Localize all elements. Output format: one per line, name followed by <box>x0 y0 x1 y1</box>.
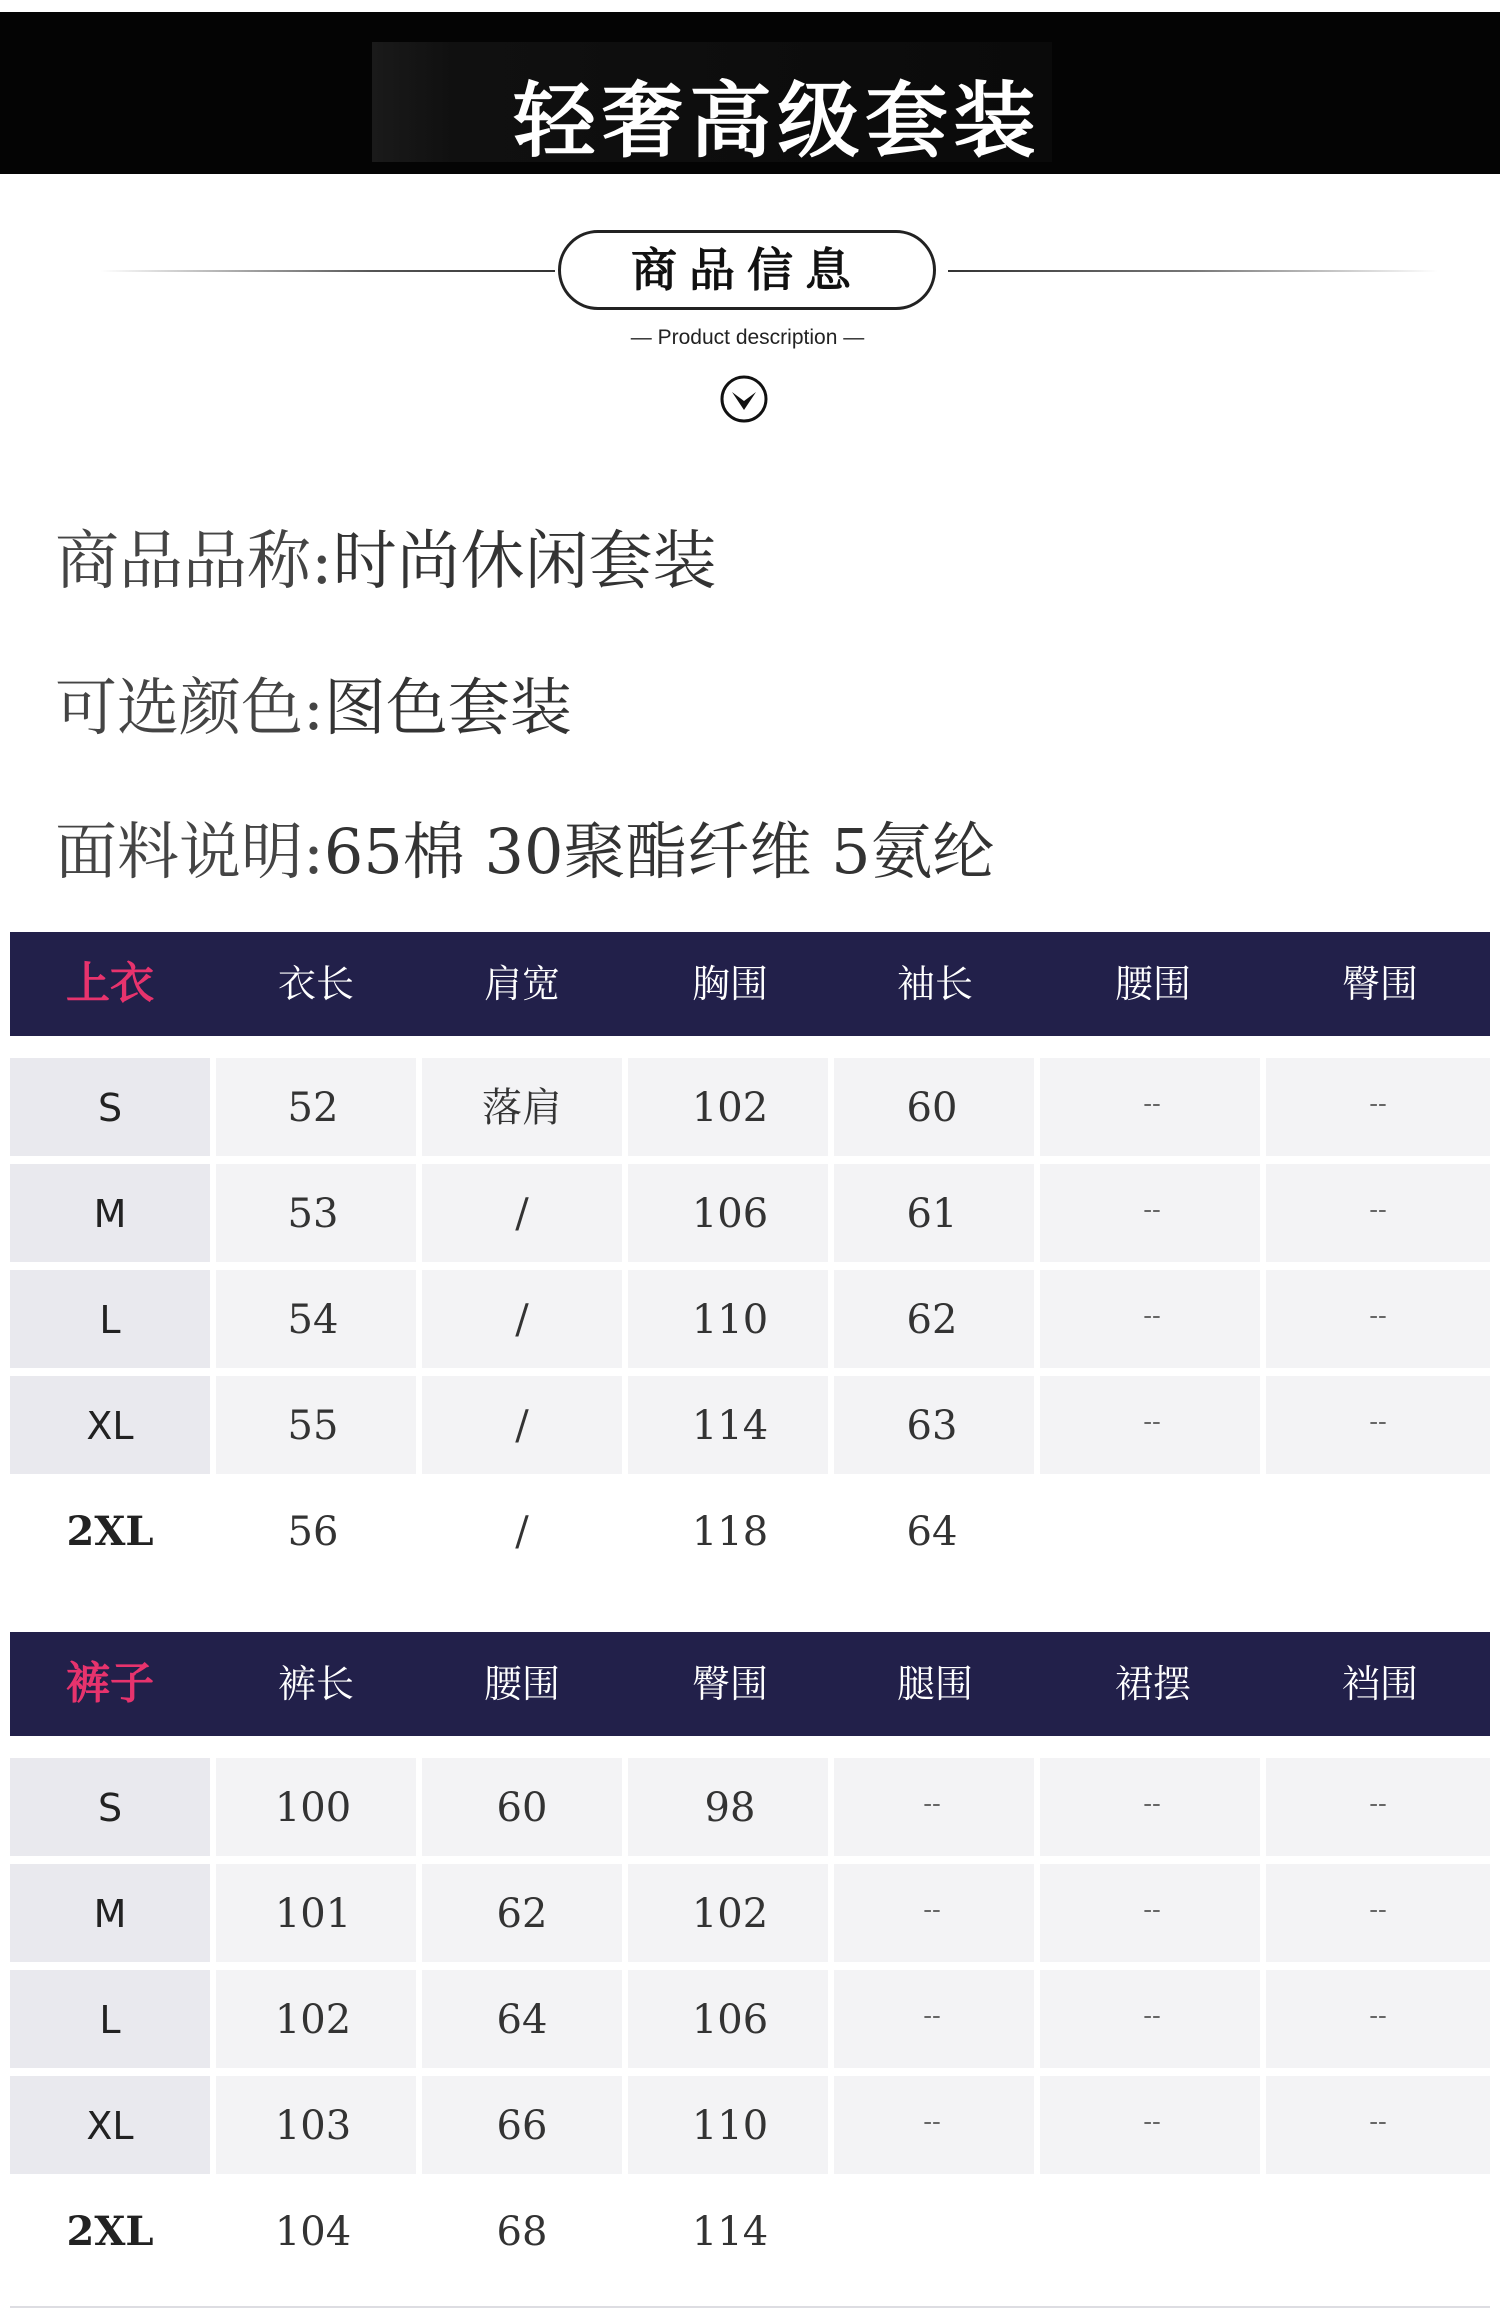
spec-value: 时尚休闲套装 <box>332 525 717 599</box>
table-cell: 110 <box>691 2103 769 2149</box>
table-cell: -- <box>923 2001 941 2031</box>
table-cell: -- <box>923 1789 941 1819</box>
section-divider-left <box>100 270 555 272</box>
size-label: S <box>97 1786 123 1830</box>
section-divider-right <box>948 270 1438 272</box>
table-cell: 103 <box>274 2103 352 2149</box>
table-cell: 114 <box>691 1403 769 1449</box>
table-cell: -- <box>1369 2001 1387 2031</box>
table-cell: 54 <box>287 1297 339 1343</box>
table-cell: -- <box>1369 2107 1387 2137</box>
column-header: 裆围 <box>1341 1662 1419 1706</box>
size-label: M <box>93 1892 127 1936</box>
size-label: XL <box>86 2104 134 2148</box>
top-size-table-header <box>10 932 1490 1036</box>
table-cell: -- <box>1369 1195 1387 1225</box>
table-cell: -- <box>1143 1789 1161 1819</box>
spec-product-name <box>55 510 717 602</box>
table-cell-bg <box>1266 1482 1490 1580</box>
column-header: 臀围 <box>691 1662 769 1706</box>
table-row <box>10 1482 1490 1580</box>
table-cell: -- <box>1369 1789 1387 1819</box>
column-header: 胸围 <box>691 962 769 1006</box>
table-cell: -- <box>1143 1195 1161 1225</box>
table-cell: -- <box>1143 1895 1161 1925</box>
table-cell: 53 <box>287 1191 339 1237</box>
table-cell: 64 <box>496 1997 548 2043</box>
table-cell: -- <box>1143 1089 1161 1119</box>
pants-size-table-header <box>10 1632 1490 1736</box>
column-header: 肩宽 <box>483 962 561 1006</box>
table-cell: 63 <box>906 1403 958 1449</box>
size-label: 2XL <box>66 1508 154 1555</box>
table-cell-bg <box>1266 2182 1490 2280</box>
table-cell: -- <box>923 1895 941 1925</box>
table-cell: 110 <box>691 1297 769 1343</box>
size-label: M <box>93 1192 127 1236</box>
column-header: 裙摆 <box>1114 1662 1192 1706</box>
spec-label: 面料说明: <box>55 815 324 888</box>
table-cell: -- <box>1369 1407 1387 1437</box>
table-cell: 62 <box>906 1297 958 1343</box>
table-cell: / <box>515 1509 529 1555</box>
spec-label: 商品品称: <box>55 525 333 599</box>
size-label: L <box>99 1298 121 1342</box>
spec-value: 65棉 30聚酯纤维 5氨纶 <box>323 815 995 888</box>
top-banner <box>0 12 1500 174</box>
spec-label: 可选颜色: <box>55 671 324 744</box>
table-cell: -- <box>1143 2001 1161 2031</box>
table-cell: 102 <box>274 1997 352 2043</box>
column-header: 裤长 <box>277 1662 355 1706</box>
table-cell: 61 <box>906 1191 958 1237</box>
size-label: 2XL <box>66 2208 154 2255</box>
banner-title: 轻奢高级套装 <box>513 73 1042 169</box>
table-cell: -- <box>1143 2107 1161 2137</box>
table-cell: 118 <box>691 1509 769 1555</box>
table-row <box>10 1164 1490 1262</box>
table-row <box>10 1864 1490 1962</box>
table-cell: 64 <box>906 1509 958 1555</box>
table-cell: 100 <box>274 1785 352 1831</box>
table-cell-bg <box>834 2182 1034 2280</box>
table-cell: 102 <box>691 1085 769 1131</box>
table-cell: -- <box>1143 1301 1161 1331</box>
table-cell: / <box>515 1297 529 1343</box>
table-category-label: 裤子 <box>66 1658 154 1709</box>
table-cell: 98 <box>704 1785 756 1831</box>
column-header: 腰围 <box>1114 962 1192 1006</box>
table-row <box>10 2076 1490 2174</box>
table-row <box>10 1376 1490 1474</box>
column-header: 腿围 <box>896 1662 974 1706</box>
table-cell: -- <box>1369 1895 1387 1925</box>
chevron-down-circle-icon <box>719 374 769 424</box>
table-cell: 101 <box>274 1891 352 1937</box>
size-label: S <box>97 1086 123 1130</box>
size-label: L <box>99 1998 121 2042</box>
table-cell-bg <box>1040 2182 1260 2280</box>
table-row <box>10 1758 1490 1856</box>
table-cell: -- <box>1369 1301 1387 1331</box>
table-cell: -- <box>1369 1089 1387 1119</box>
table-cell: 68 <box>496 2209 548 2255</box>
table-cell-bg <box>1040 1482 1260 1580</box>
table-cell: 60 <box>496 1785 548 1831</box>
size-label: XL <box>86 1404 134 1448</box>
spec-value: 图色套装 <box>323 671 572 744</box>
table-row <box>10 1058 1490 1156</box>
bottom-divider <box>10 2306 1490 2308</box>
table-row <box>10 2182 1490 2280</box>
table-cell: 102 <box>691 1891 769 1937</box>
table-row <box>10 1270 1490 1368</box>
table-cell: 55 <box>287 1403 339 1449</box>
column-header: 腰围 <box>483 1662 561 1706</box>
column-header: 衣长 <box>277 962 355 1006</box>
table-cell: 104 <box>274 2209 352 2255</box>
table-cell: 56 <box>287 1509 339 1555</box>
table-cell: / <box>515 1191 529 1237</box>
column-header: 臀围 <box>1341 962 1419 1006</box>
table-cell: 60 <box>906 1085 958 1131</box>
table-cell: 106 <box>691 1997 769 2043</box>
table-cell: 66 <box>496 2103 548 2149</box>
table-cell: -- <box>1143 1407 1161 1437</box>
section-title: 商品信息 <box>558 230 936 310</box>
section-subtitle: — Product description — <box>630 326 865 349</box>
table-cell: 62 <box>496 1891 548 1937</box>
spec-fabric <box>55 802 995 891</box>
table-cell: -- <box>923 2107 941 2137</box>
table-row <box>10 1970 1490 2068</box>
table-cell: 106 <box>691 1191 769 1237</box>
table-category-label: 上衣 <box>66 958 154 1009</box>
table-cell: / <box>515 1403 529 1449</box>
table-cell: 52 <box>287 1085 339 1131</box>
table-cell: 落肩 <box>482 1085 562 1131</box>
spec-color <box>55 658 572 747</box>
table-cell: 114 <box>691 2209 769 2255</box>
column-header: 袖长 <box>896 962 974 1006</box>
